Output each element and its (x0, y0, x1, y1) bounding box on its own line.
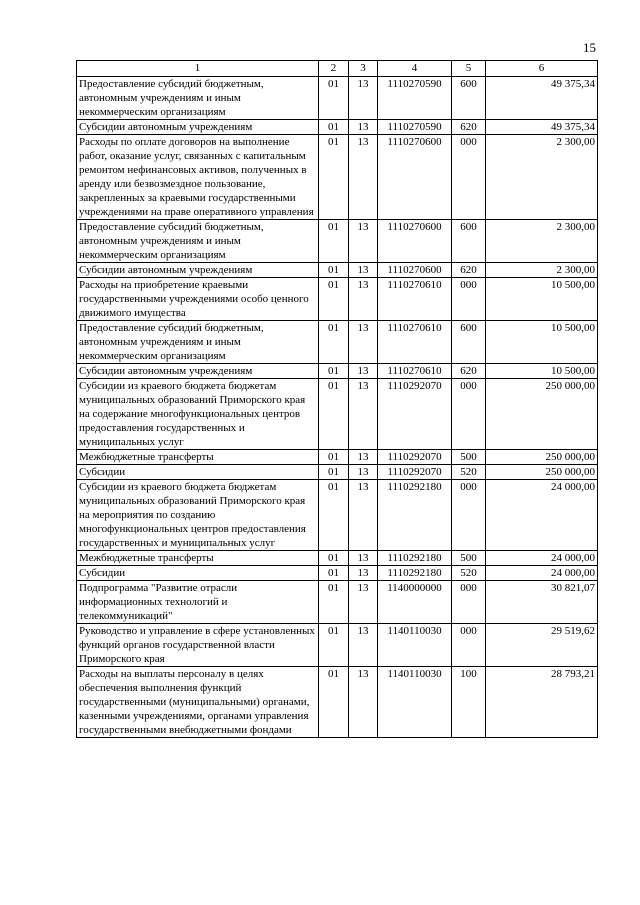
table-row (77, 135, 598, 220)
section-code-cell: 01 (319, 566, 349, 581)
amount-cell: 250 000,00 (486, 465, 598, 480)
subsection-code-cell: 13 (349, 624, 378, 667)
table-row (77, 581, 598, 624)
expense-name-cell: Межбюджетные трансферты (77, 551, 319, 566)
amount-cell: 28 793,21 (486, 667, 598, 738)
amount-cell: 30 821,07 (486, 581, 598, 624)
expense-name-cell: Субсидии (77, 465, 319, 480)
expense-type-code-cell: 600 (452, 220, 486, 263)
expense-type-code-cell: 500 (452, 551, 486, 566)
expense-name-cell: Субсидии из краевого бюджета бюджетам муниципальных образований Приморского края на мероприятия по созданию многофункциональных центров предоставления государственных и муниципальных услуг (77, 480, 319, 551)
target-article-code-cell: 1110270600 (378, 263, 452, 278)
section-code-cell: 01 (319, 321, 349, 364)
section-code-cell: 01 (319, 465, 349, 480)
amount-cell: 24 000,00 (486, 551, 598, 566)
expense-name-cell: Расходы на выплаты персоналу в целях обеспечения выполнения функций государственными (муниципальными) органами, казенными учреждениями, органами управления государственными внебюджетными фондами (77, 667, 319, 738)
column-header: 6 (486, 61, 598, 77)
section-code-cell: 01 (319, 480, 349, 551)
expense-type-code-cell: 600 (452, 77, 486, 120)
subsection-code-cell: 13 (349, 321, 378, 364)
table-row (77, 120, 598, 135)
table-row (77, 450, 598, 465)
table-row (77, 551, 598, 566)
table-row (77, 77, 598, 120)
target-article-code-cell: 1110292180 (378, 566, 452, 581)
section-code-cell: 01 (319, 278, 349, 321)
section-code-cell: 01 (319, 581, 349, 624)
target-article-code-cell: 1110270600 (378, 220, 452, 263)
expense-name-cell: Субсидии автономным учреждениям (77, 364, 319, 379)
target-article-code-cell: 1110292180 (378, 480, 452, 551)
amount-cell: 250 000,00 (486, 450, 598, 465)
expense-type-code-cell: 520 (452, 465, 486, 480)
subsection-code-cell: 13 (349, 450, 378, 465)
subsection-code-cell: 13 (349, 364, 378, 379)
expense-type-code-cell: 000 (452, 581, 486, 624)
section-code-cell: 01 (319, 220, 349, 263)
expense-type-code-cell: 620 (452, 263, 486, 278)
target-article-code-cell: 1110270610 (378, 278, 452, 321)
target-article-code-cell: 1140000000 (378, 581, 452, 624)
subsection-code-cell: 13 (349, 120, 378, 135)
subsection-code-cell: 13 (349, 566, 378, 581)
expense-name-cell: Подпрограмма "Развитие отрасли информационных технологий и телекоммуникаций" (77, 581, 319, 624)
subsection-code-cell: 13 (349, 278, 378, 321)
table-row (77, 220, 598, 263)
table-row (77, 465, 598, 480)
expense-name-cell: Предоставление субсидий бюджетным, автономным учреждениям и иным некоммерческим организациям (77, 321, 319, 364)
expense-type-code-cell: 520 (452, 566, 486, 581)
target-article-code-cell: 1110270590 (378, 120, 452, 135)
target-article-code-cell: 1110270610 (378, 321, 452, 364)
expense-type-code-cell: 000 (452, 135, 486, 220)
expense-type-code-cell: 000 (452, 379, 486, 450)
target-article-code-cell: 1140110030 (378, 624, 452, 667)
expense-name-cell: Расходы по оплате договоров на выполнение работ, оказание услуг, связанных с капитальным ремонтом нефинансовых активов, полученных в аренду или безвозмездное пользование, закрепленных за краевыми государственными учреждениями на праве оперативного управления (77, 135, 319, 220)
target-article-code-cell: 1110292070 (378, 450, 452, 465)
subsection-code-cell: 13 (349, 77, 378, 120)
expense-type-code-cell: 000 (452, 278, 486, 321)
column-header: 3 (349, 61, 378, 77)
section-code-cell: 01 (319, 624, 349, 667)
section-code-cell: 01 (319, 120, 349, 135)
section-code-cell: 01 (319, 77, 349, 120)
amount-cell: 10 500,00 (486, 321, 598, 364)
amount-cell: 49 375,34 (486, 77, 598, 120)
column-header: 1 (77, 61, 319, 77)
subsection-code-cell: 13 (349, 465, 378, 480)
subsection-code-cell: 13 (349, 480, 378, 551)
expense-name-cell: Субсидии из краевого бюджета бюджетам муниципальных образований Приморского края на содержание многофункциональных центров предоставления государственных и муниципальных услуг (77, 379, 319, 450)
expense-name-cell: Субсидии автономным учреждениям (77, 120, 319, 135)
expense-type-code-cell: 600 (452, 321, 486, 364)
expense-name-cell: Расходы на приобретение краевыми государственными учреждениями особо ценного движимого имущества (77, 278, 319, 321)
subsection-code-cell: 13 (349, 220, 378, 263)
table-row (77, 566, 598, 581)
expense-type-code-cell: 000 (452, 624, 486, 667)
section-code-cell: 01 (319, 379, 349, 450)
table-row (77, 667, 598, 738)
subsection-code-cell: 13 (349, 581, 378, 624)
amount-cell: 10 500,00 (486, 278, 598, 321)
column-header: 2 (319, 61, 349, 77)
expense-type-code-cell: 620 (452, 120, 486, 135)
column-header: 5 (452, 61, 486, 77)
expense-type-code-cell: 620 (452, 364, 486, 379)
subsection-code-cell: 13 (349, 551, 378, 566)
section-code-cell: 01 (319, 450, 349, 465)
section-code-cell: 01 (319, 551, 349, 566)
target-article-code-cell: 1110270590 (378, 77, 452, 120)
expense-name-cell: Субсидии автономным учреждениям (77, 263, 319, 278)
expense-type-code-cell: 000 (452, 480, 486, 551)
budget-table (76, 60, 598, 738)
subsection-code-cell: 13 (349, 135, 378, 220)
target-article-code-cell: 1110270610 (378, 364, 452, 379)
expense-name-cell: Руководство и управление в сфере установленных функций органов государственной власти Приморского края (77, 624, 319, 667)
target-article-code-cell: 1110292070 (378, 465, 452, 480)
target-article-code-cell: 1140110030 (378, 667, 452, 738)
amount-cell: 250 000,00 (486, 379, 598, 450)
section-code-cell: 01 (319, 263, 349, 278)
expense-name-cell: Предоставление субсидий бюджетным, автономным учреждениям и иным некоммерческим организациям (77, 77, 319, 120)
target-article-code-cell: 1110270600 (378, 135, 452, 220)
table-row (77, 263, 598, 278)
column-header: 4 (378, 61, 452, 77)
table-header-row (77, 61, 598, 77)
table-row (77, 364, 598, 379)
table-row (77, 379, 598, 450)
table-row (77, 480, 598, 551)
section-code-cell: 01 (319, 135, 349, 220)
expense-name-cell: Межбюджетные трансферты (77, 450, 319, 465)
amount-cell: 2 300,00 (486, 263, 598, 278)
subsection-code-cell: 13 (349, 667, 378, 738)
amount-cell: 24 000,00 (486, 480, 598, 551)
target-article-code-cell: 1110292180 (378, 551, 452, 566)
table-row (77, 321, 598, 364)
table-row (77, 624, 598, 667)
expense-type-code-cell: 100 (452, 667, 486, 738)
subsection-code-cell: 13 (349, 263, 378, 278)
target-article-code-cell: 1110292070 (378, 379, 452, 450)
subsection-code-cell: 13 (349, 379, 378, 450)
section-code-cell: 01 (319, 364, 349, 379)
section-code-cell: 01 (319, 667, 349, 738)
amount-cell: 24 000,00 (486, 566, 598, 581)
amount-cell: 49 375,34 (486, 120, 598, 135)
amount-cell: 2 300,00 (486, 220, 598, 263)
expense-type-code-cell: 500 (452, 450, 486, 465)
amount-cell: 29 519,62 (486, 624, 598, 667)
table-row (77, 278, 598, 321)
amount-cell: 2 300,00 (486, 135, 598, 220)
amount-cell: 10 500,00 (486, 364, 598, 379)
expense-name-cell: Предоставление субсидий бюджетным, автономным учреждениям и иным некоммерческим организациям (77, 220, 319, 263)
page-number: 15 (583, 40, 596, 55)
expense-name-cell: Субсидии (77, 566, 319, 581)
